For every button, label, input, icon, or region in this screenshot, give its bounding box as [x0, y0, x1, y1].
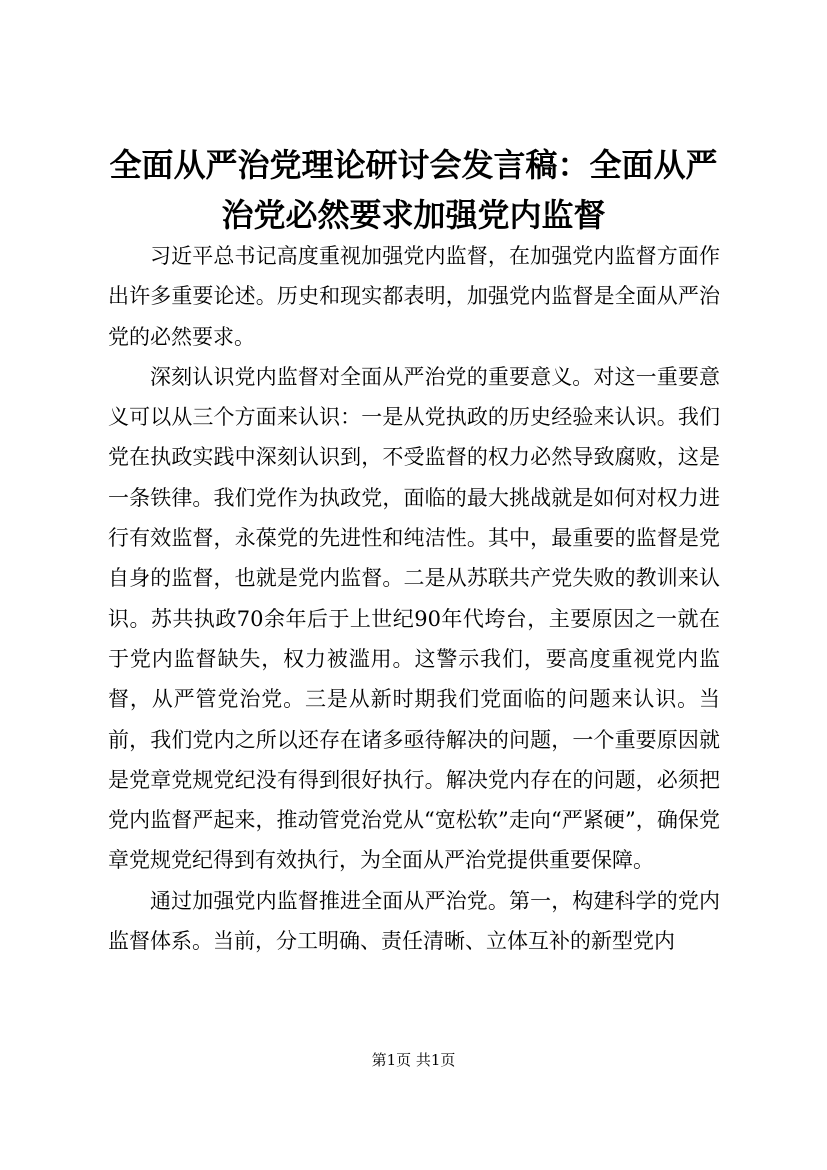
- page-number-footer: 第1页 共1页: [371, 1051, 456, 1069]
- paragraph-significance: 深刻认识党内监督对全面从严治党的重要意义。对这一重要意义可以从三个方面来认识：一是从党执政的历史经验来认识。我们党在执政实践中深刻认识到，不受监督的权力必然导致腐败，这是一条铁律。我们党作为执政党，面临的最大挑战就是如何对权力进行有效监督，永葆党的先进性和纯洁性。其中，最重要的监督是党自身的监督，也就是党内监督。二是从苏联共产党失败的教训来认识。苏共执政70余年后于上世纪90年代垮台，主要原因之一就在于党内监督缺失，权力被滥用。这警示我们，要高度重视党内监督，从严管党治党。三是从新时期我们党面临的问题来认识。当前，我们党内之所以还存在诸多亟待解决的问题，一个重要原因就是党章党规党纪没有得到很好执行。解决党内存在的问题，必须把党内监督严起来，推动管党治党从“宽松软”走向“严紧硬”，确保党章党规党纪得到有效执行，为全面从严治党提供重要保障。: [108, 364, 720, 873]
- document-body: [108, 236, 720, 961]
- document-title: 全面从严治党理论研讨会发言稿：全面从严治党必然要求加强党内监督: [109, 146, 718, 234]
- paragraph-intro: 习近平总书记高度重视加强党内监督，在加强党内监督方面作出许多重要论述。历史和现实都表明，加强党内监督是全面从严治党的必然要求。: [108, 244, 720, 349]
- paragraph-measures: 通过加强党内监督推进全面从严治党。第一，构建科学的党内监督体系。当前，分工明确、责任清晰、立体互补的新型党内: [108, 888, 720, 954]
